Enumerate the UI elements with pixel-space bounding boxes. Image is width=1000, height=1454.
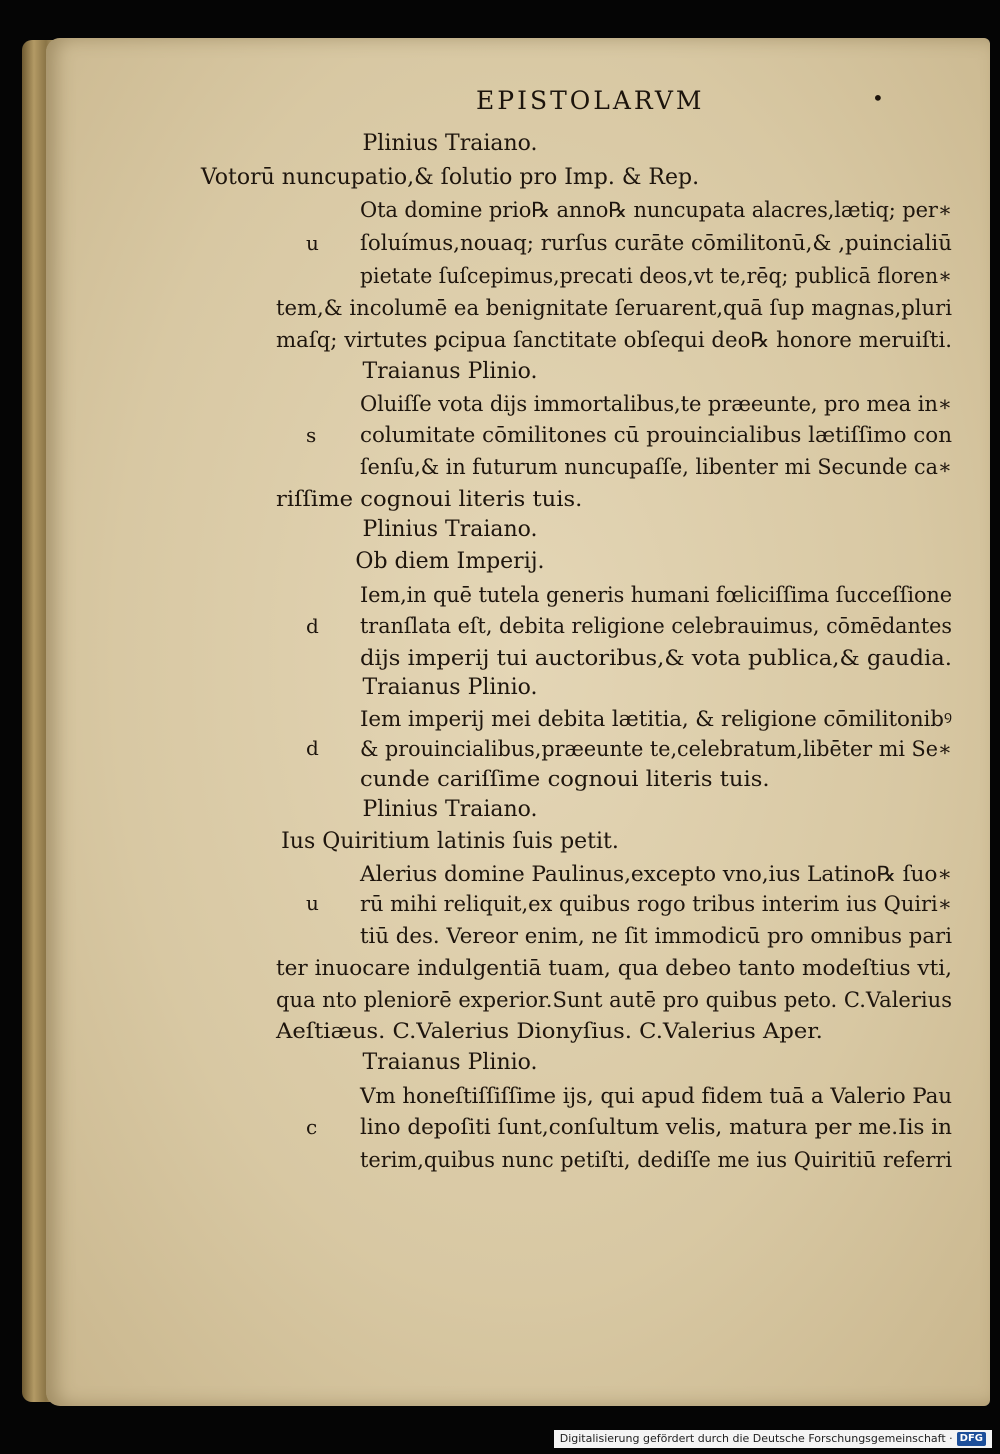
guide-letter: u	[306, 891, 319, 915]
salutation: Plinius Traiano.	[362, 131, 538, 156]
text-line: pietate ſuſcepimus,precati deos,vt te,rēq; publicā floren∗	[360, 264, 952, 288]
text-line: ſenſu,& in futurum nuncupaſſe, libenter mi Secunde ca∗	[360, 455, 952, 479]
dfg-logo: DFG	[957, 1432, 986, 1446]
text-line: columitate cōmilitones cū prouincialibus lætiſſimo con	[360, 423, 952, 447]
digitization-footer	[554, 1430, 992, 1448]
topic: Ius Quiritium latinis ſuis petit.	[281, 829, 619, 854]
running-head: EPISTOLARVM	[476, 86, 705, 115]
page-mark: •	[872, 86, 884, 110]
text-line: cunde cariſſime cognoui literis tuis.	[360, 767, 770, 791]
text-line: dijs imperij tui auctoribus,& vota publica,& gaudia.	[360, 646, 952, 670]
text-line: Iem,in quē tutela generis humani fœliciſſima ſucceſſione	[360, 583, 952, 607]
salutation: Plinius Traiano.	[362, 797, 538, 822]
text-line: Ota domine prio℞ anno℞ nuncupata alacres,lætiq; per∗	[360, 198, 952, 222]
salutation: Traianus Plinio.	[362, 359, 538, 384]
text-line: maſq; virtutes ꝑcipua ſanctitate obſequi deo℞ honore meruiſti.	[276, 328, 952, 352]
text-line: ter inuocare indulgentiā tuam, qua debeo tanto modeſtius vti,	[276, 956, 952, 980]
text-line: Iem imperij mei debita lætitia, & religione cōmilitonibꝰ	[360, 707, 952, 731]
salutation: Plinius Traiano.	[362, 517, 538, 542]
guide-letter: d	[306, 736, 319, 760]
salutation: Traianus Plinio.	[362, 675, 538, 700]
footer-text: Digitalisierung gefördert durch die Deutsche Forschungsgemeinschaft ·	[559, 1432, 953, 1445]
topic: Ob diem Imperij.	[355, 549, 545, 574]
guide-letter: s	[306, 423, 317, 447]
text-line: tranſlata eſt, debita religione celebrauimus, cōmēdantes	[360, 614, 952, 638]
text-line: ſoluímus,nouaq; rurſus curāte cōmilitonū,& ,puincialiū	[360, 231, 952, 255]
text-line: & prouincialibus,præeunte te,celebratum,libēter mi Se∗	[360, 737, 952, 761]
text-line: Oluiſſe vota dijs immortalibus,te præeunte, pro mea in∗	[360, 392, 952, 416]
salutation: Traianus Plinio.	[362, 1050, 538, 1075]
text-line: tiū des. Vereor enim, ne ſit immodicū pro omnibus pari	[360, 924, 952, 948]
text-line: riſſime cognoui literis tuis.	[276, 487, 583, 511]
text-line: tem,& incolumē ea benignitate ſeruarent,quā ſup magnas,pluri	[276, 296, 953, 320]
text-line: lino depoſiti ſunt,conſultum velis, matura per me.Iis in	[360, 1115, 952, 1139]
text-line: terim,quibus nunc petiſti, dediſſe me ius Quiritiū referri	[360, 1148, 952, 1172]
guide-letter: c	[306, 1115, 318, 1139]
text-line: Alerius domine Paulinus,excepto vno,ius Latino℞ ſuo∗	[360, 862, 952, 886]
text-line: Vm honeſtiſſiſſime ijs, qui apud fidem tuā a Valerio Pau	[360, 1084, 952, 1108]
text-line: Aeſtiæus. C.Valerius Dionyſius. C.Valerius Aper.	[276, 1019, 823, 1043]
guide-letter: u	[306, 231, 319, 255]
text-line: rū mihi reliquit,ex quibus rogo tribus interim ius Quiri∗	[360, 892, 952, 916]
text-line: qua nto pleniorē experior.Sunt autē pro quibus peto. C.Valerius	[276, 988, 953, 1012]
guide-letter: d	[306, 614, 319, 638]
topic: Votorū nuncupatio,& ſolutio pro Imp. & Rep.	[200, 165, 700, 190]
